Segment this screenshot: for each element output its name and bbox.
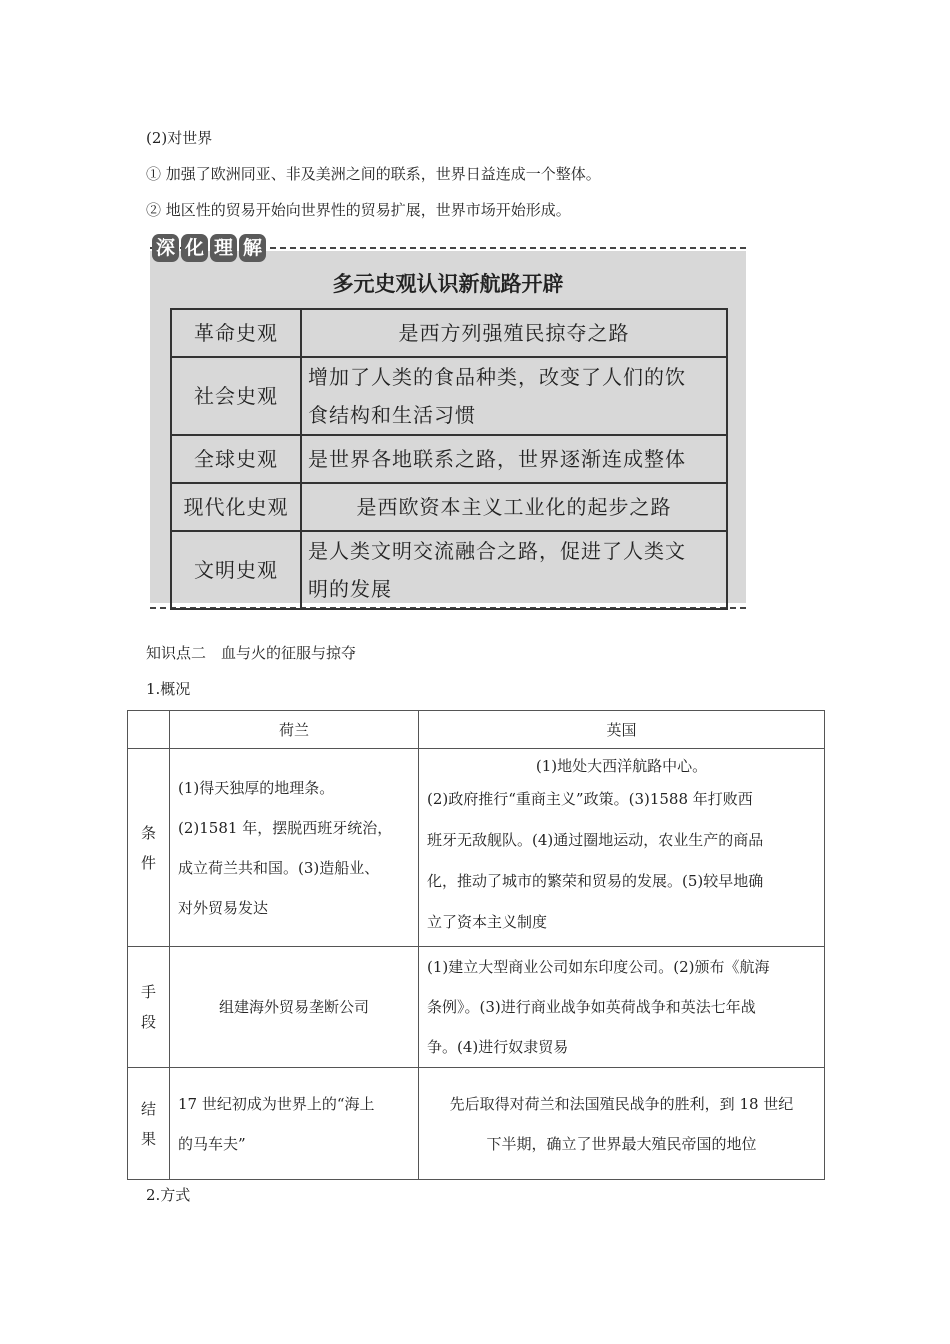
badge-char: 化 (181, 234, 208, 262)
table-row (128, 947, 825, 1068)
view-value: 是西欧资本主义工业化的起步之路 (301, 483, 727, 531)
view-key: 全球史观 (171, 435, 301, 483)
table-row (171, 483, 727, 531)
britain-cell: (1)建立大型商业公司如东印度公司。(2)颁布《航海 条例》。(3)进行商业战争如英荷战争和英法七年战 争。(4)进行奴隶贸易 (419, 947, 825, 1068)
britain-cell: (1)地处大西洋航路中心。 (2)政府推行“重商主义”政策。(3)1588 年打败西 班牙无敌舰队。(4)通过圈地运动，农业生产的商品 化，推动了城市的繁荣和贸易的发展。(5)较早地确 立了资本主义制度 (419, 749, 825, 947)
view-value: 增加了人类的食品种类，改变了人们的饮 食结构和生活习惯 (301, 357, 727, 435)
intro-heading: (2)对世界 (146, 129, 213, 147)
history-views-table (170, 308, 728, 610)
header-cell (128, 711, 170, 749)
header-cell: 荷兰 (170, 711, 419, 749)
view-key: 革命史观 (171, 309, 301, 357)
intro-point-2: ② 地区性的贸易开始向世界性的贸易扩展，世界市场开始形成。 (146, 201, 571, 219)
table-row (171, 357, 727, 435)
britain-cell: 先后取得对荷兰和法国殖民战争的胜利，到 18 世纪 下半期，确立了世界最大殖民帝国的地位 (419, 1068, 825, 1180)
header-cell: 英国 (419, 711, 825, 749)
view-value: 是人类文明交流融合之路，促进了人类文 明的发展 (301, 531, 727, 609)
netherlands-cell: (1)得天独厚的地理条。 (2)1581 年，摆脱西班牙统治， 成立荷兰共和国。(3)造船业、 对外贸易发达 (170, 749, 419, 947)
intro-point-1: ① 加强了欧洲同亚、非及美洲之间的联系，世界日益连成一个整体。 (146, 165, 601, 183)
table-row (171, 435, 727, 483)
row-label: 条 件 (128, 749, 170, 947)
table-row (171, 309, 727, 357)
netherlands-cell: 17 世纪初成为世界上的“海上 的马车夫” (170, 1068, 419, 1180)
table-header-row (128, 711, 825, 749)
view-key: 现代化史观 (171, 483, 301, 531)
view-key: 社会史观 (171, 357, 301, 435)
deepen-title: 多元史观认识新航路开辟 (332, 272, 564, 296)
table-row (171, 531, 727, 609)
row-label: 手 段 (128, 947, 170, 1068)
view-key: 文明史观 (171, 531, 301, 609)
badge-char: 解 (239, 234, 266, 262)
view-value: 是西方列强殖民掠夺之路 (301, 309, 727, 357)
view-value: 是世界各地联系之路，世界逐渐连成整体 (301, 435, 727, 483)
table-row (128, 1068, 825, 1180)
netherlands-cell: 组建海外贸易垄断公司 (170, 947, 419, 1068)
deepen-badge (146, 231, 272, 265)
table-row (128, 749, 825, 947)
badge-char: 深 (152, 234, 179, 262)
subheading-overview: 1.概况 (146, 680, 191, 698)
row-label: 结 果 (128, 1068, 170, 1180)
comparison-table (127, 710, 825, 1180)
badge-char: 理 (210, 234, 237, 262)
subheading-methods: 2.方式 (146, 1186, 191, 1204)
section-title: 知识点二 血与火的征服与掠夺 (146, 644, 357, 662)
